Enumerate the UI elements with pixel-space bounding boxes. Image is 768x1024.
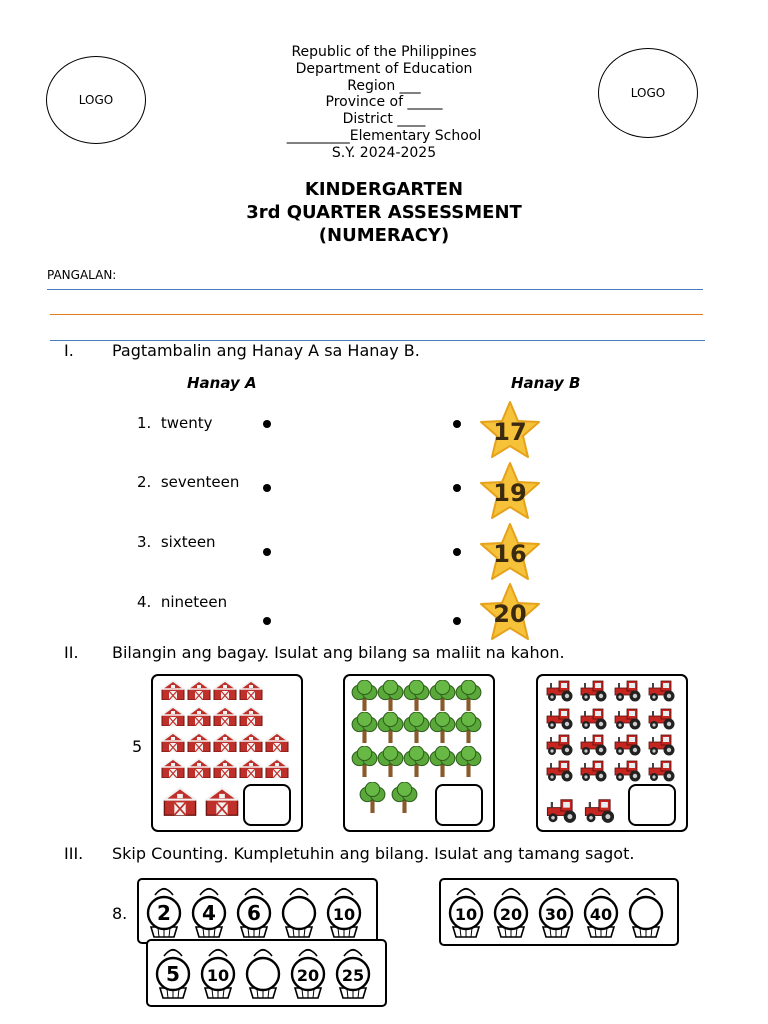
- cupcake-number: [289, 942, 327, 1000]
- tractor-icon: [578, 708, 610, 734]
- section-1-number: I.: [64, 341, 74, 360]
- tractor-count-panel: [536, 674, 688, 832]
- tree-icon: [403, 746, 430, 781]
- match-dot-a-1[interactable]: [263, 420, 271, 428]
- match-item-3: [137, 533, 216, 551]
- barn-icon: [213, 706, 237, 730]
- tree-icon: [429, 680, 456, 715]
- tractor-icon: [544, 734, 576, 760]
- cupcake-number: [537, 881, 575, 939]
- tree-count-panel: [343, 674, 495, 832]
- answer-box[interactable]: [243, 784, 291, 826]
- logo-left-text: LOGO: [78, 93, 114, 107]
- tractor-icon: [646, 680, 678, 706]
- cupcake-number: [190, 881, 228, 939]
- match-dot-b-3[interactable]: [453, 548, 461, 556]
- section-2-number: II.: [64, 643, 79, 662]
- tree-icon: [455, 746, 482, 781]
- svg-text:5: 5: [166, 962, 180, 986]
- barn-icon: [187, 706, 211, 730]
- school-header: [200, 44, 568, 162]
- barn-icon: [205, 786, 239, 820]
- tractor-icon: [544, 708, 576, 734]
- match-dot-a-4[interactable]: [263, 617, 271, 625]
- svg-text:10: 10: [206, 966, 230, 985]
- match-item-4: [137, 593, 227, 611]
- tree-icon: [403, 712, 430, 747]
- svg-text:25: 25: [341, 966, 365, 985]
- cupcake-number: [145, 881, 183, 939]
- item-number: 3.: [137, 533, 152, 551]
- barn-icon: [213, 732, 237, 756]
- barn-icon: [213, 758, 237, 782]
- column-a-heading: Hanay A: [187, 374, 257, 392]
- cupcake-number: [334, 942, 372, 1000]
- svg-text:20: 20: [499, 905, 523, 924]
- tree-icon: [377, 712, 404, 747]
- cupcake-number: [325, 881, 363, 939]
- blank-cupcake-answer[interactable]: [627, 881, 665, 939]
- item-number: 1.: [137, 414, 152, 432]
- header-line: District ____: [342, 111, 426, 128]
- barn-icon: [187, 732, 211, 756]
- header-line: Region ___: [347, 77, 421, 94]
- star-number: 19: [493, 479, 527, 507]
- barn-icon: [161, 706, 185, 730]
- skip-count-row-1: [137, 878, 378, 944]
- tree-icon: [391, 782, 418, 817]
- section-3-number: III.: [64, 844, 84, 863]
- svg-text:10: 10: [332, 905, 356, 924]
- tractor-icon: [544, 798, 580, 828]
- tractor-icon: [646, 760, 678, 786]
- item-word: nineteen: [160, 593, 228, 611]
- svg-text:2: 2: [157, 901, 171, 925]
- item-word: sixteen: [160, 533, 216, 551]
- page-title: [150, 178, 618, 247]
- tree-icon: [429, 712, 456, 747]
- header-line: _________Elementary School: [286, 127, 482, 144]
- tractor-icon: [646, 734, 678, 760]
- item-word: twenty: [160, 414, 213, 432]
- tree-icon: [377, 680, 404, 715]
- tractor-icon: [612, 734, 644, 760]
- star-icon: [477, 461, 543, 521]
- cupcake-number: [235, 881, 273, 939]
- section-3-instruction: Skip Counting. Kumpletuhin ang bilang. Isulat ang tamang sagot.: [112, 844, 635, 863]
- tree-icon: [359, 782, 386, 817]
- title-line: (NUMERACY): [318, 225, 450, 246]
- svg-text:30: 30: [544, 905, 568, 924]
- barn-icon: [161, 758, 185, 782]
- tractor-icon: [646, 708, 678, 734]
- tractor-icon: [544, 760, 576, 786]
- header-line: Department of Education: [295, 60, 473, 77]
- match-dot-a-2[interactable]: [263, 484, 271, 492]
- cupcake-number: [199, 942, 237, 1000]
- item-word: seventeen: [160, 473, 240, 491]
- svg-text:4: 4: [202, 901, 216, 925]
- tractor-icon: [578, 760, 610, 786]
- barn-icon: [239, 732, 263, 756]
- tractor-icon: [582, 798, 618, 828]
- title-line: 3rd QUARTER ASSESSMENT: [246, 202, 522, 223]
- tractor-icon: [544, 680, 576, 706]
- cupcake-number: [492, 881, 530, 939]
- match-item-2: [137, 473, 239, 491]
- svg-text:6: 6: [247, 901, 261, 925]
- title-line: KINDERGARTEN: [304, 179, 464, 200]
- logo-right-text: LOGO: [630, 86, 666, 100]
- match-dot-b-4[interactable]: [453, 617, 461, 625]
- item-number-8: 8.: [112, 904, 128, 923]
- divider-orange: [50, 314, 703, 315]
- skip-count-row-2: [439, 878, 679, 946]
- star-icon: [477, 400, 543, 460]
- header-line: Province of _____: [325, 94, 443, 111]
- logo-left: [46, 56, 146, 144]
- cupcake-number: [447, 881, 485, 939]
- barn-icon: [187, 680, 211, 704]
- barn-icon: [265, 758, 289, 782]
- logo-right: [598, 48, 698, 138]
- match-item-1: [137, 414, 213, 432]
- barn-icon: [239, 706, 263, 730]
- tractor-icon: [612, 680, 644, 706]
- match-dot-a-3[interactable]: [263, 548, 271, 556]
- header-line: Republic of the Philippines: [291, 44, 477, 60]
- barn-icon: [265, 732, 289, 756]
- cupcake-number: [582, 881, 620, 939]
- item-number: 2.: [137, 473, 152, 491]
- star-number: 16: [493, 540, 527, 568]
- barn-icon: [213, 680, 237, 704]
- answer-box[interactable]: [628, 784, 676, 826]
- section-2-instruction: Bilangin ang bagay. Isulat ang bilang sa maliit na kahon.: [112, 643, 565, 662]
- svg-text:10: 10: [454, 905, 478, 924]
- blank-cupcake-answer[interactable]: [280, 881, 318, 939]
- barn-icon: [239, 680, 263, 704]
- tractor-icon: [612, 708, 644, 734]
- name-label: PANGALAN:: [47, 268, 117, 282]
- name-line: [47, 289, 703, 290]
- tractor-icon: [578, 680, 610, 706]
- barn-icon: [161, 680, 185, 704]
- blank-cupcake-answer[interactable]: [244, 942, 282, 1000]
- tractor-icon: [612, 760, 644, 786]
- barn-icon: [239, 758, 263, 782]
- tree-icon: [429, 746, 456, 781]
- svg-text:40: 40: [589, 905, 613, 924]
- item-number-5: 5: [132, 737, 143, 756]
- tree-icon: [403, 680, 430, 715]
- column-b-heading: Hanay B: [511, 374, 581, 392]
- tree-icon: [455, 712, 482, 747]
- star-number: 20: [493, 600, 527, 628]
- match-dot-b-1[interactable]: [453, 420, 461, 428]
- section-1-instruction: Pagtambalin ang Hanay A sa Hanay B.: [112, 341, 420, 360]
- star-number: 17: [493, 418, 527, 446]
- answer-box[interactable]: [435, 784, 483, 826]
- barn-icon: [187, 758, 211, 782]
- tree-icon: [377, 746, 404, 781]
- tractor-icon: [578, 734, 610, 760]
- star-icon: [477, 522, 543, 582]
- item-number: 4.: [137, 593, 152, 611]
- barn-icon: [163, 786, 197, 820]
- cupcake-number: [154, 942, 192, 1000]
- skip-count-row-3: [146, 939, 387, 1007]
- match-dot-b-2[interactable]: [453, 484, 461, 492]
- star-icon: [477, 582, 543, 642]
- tree-icon: [351, 746, 378, 781]
- svg-text:20: 20: [296, 966, 320, 985]
- tree-icon: [351, 680, 378, 715]
- barn-icon: [161, 732, 185, 756]
- header-line: S.Y. 2024-2025: [331, 144, 437, 161]
- barn-count-panel: [151, 674, 303, 832]
- tree-icon: [351, 712, 378, 747]
- tree-icon: [455, 680, 482, 715]
